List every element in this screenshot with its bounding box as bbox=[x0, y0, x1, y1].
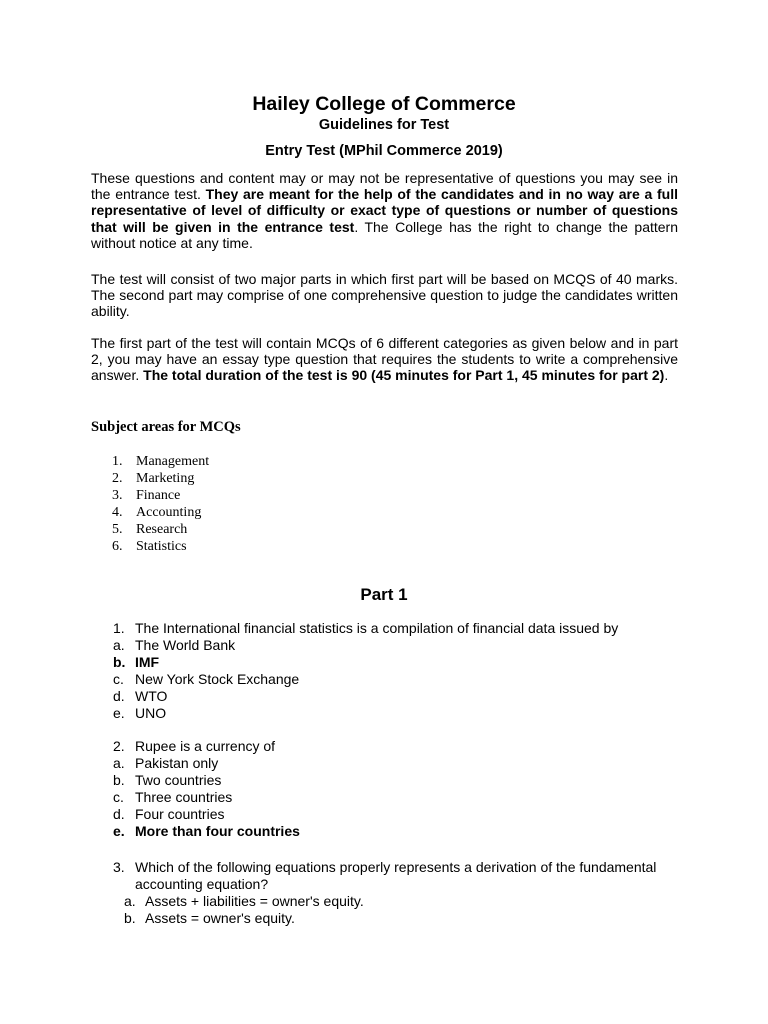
question-text: Which of the following equations properly represents a derivation of the fundamental accounting equation? bbox=[135, 859, 657, 892]
subject-label: Management bbox=[136, 454, 210, 469]
list-item bbox=[108, 470, 209, 487]
option-marker: e. bbox=[113, 823, 125, 839]
list-number: 5. bbox=[112, 522, 123, 538]
option-text: Assets = owner's equity. bbox=[145, 910, 295, 926]
part-1-heading: Part 1 bbox=[360, 585, 408, 604]
list-item bbox=[108, 504, 209, 521]
option-text: Two countries bbox=[135, 772, 222, 788]
answer-option bbox=[110, 755, 690, 772]
subject-label: Research bbox=[136, 522, 188, 538]
intro-p1-tail: . The College has the right to change the pattern without notice at any time. bbox=[91, 218, 678, 251]
answer-option bbox=[110, 806, 690, 823]
list-number: 2. bbox=[112, 471, 123, 487]
question-2 bbox=[110, 738, 690, 840]
subject-label: Accounting bbox=[136, 505, 202, 521]
subject-label: Marketing bbox=[136, 471, 195, 487]
intro-paragraph-1 bbox=[91, 170, 678, 251]
entry-test-heading: Entry Test (MPhil Commerce 2019) bbox=[265, 143, 503, 159]
answer-option bbox=[110, 910, 690, 927]
answer-option bbox=[110, 705, 690, 722]
option-marker: b. bbox=[124, 910, 136, 926]
option-text: Assets + liabilities = owner's equity. bbox=[145, 893, 364, 909]
document-subtitle: Guidelines for Test bbox=[318, 117, 450, 133]
intro-p3-text: The first part of the test will contain MCQs of 6 different categories as given below and in part 2, you may have an essay type question that requires the students to write a comprehensive answer. bbox=[91, 335, 678, 384]
question-number: 3. bbox=[113, 859, 125, 875]
list-item bbox=[108, 521, 209, 538]
intro-p3-tail: . bbox=[664, 367, 669, 384]
option-text: UNO bbox=[135, 705, 167, 721]
answer-option bbox=[110, 789, 690, 806]
option-marker: d. bbox=[113, 688, 125, 704]
option-marker: b. bbox=[113, 654, 126, 670]
option-marker: a. bbox=[124, 893, 136, 909]
subject-label: Finance bbox=[136, 488, 181, 504]
answer-option bbox=[110, 671, 690, 688]
answer-option bbox=[110, 772, 690, 789]
question-3 bbox=[110, 859, 690, 927]
option-marker: e. bbox=[113, 705, 125, 721]
option-text: Pakistan only bbox=[135, 755, 219, 771]
question-stem bbox=[110, 738, 690, 755]
answer-option-correct bbox=[110, 654, 690, 671]
question-number: 2. bbox=[113, 738, 125, 754]
answer-option bbox=[110, 688, 690, 705]
option-marker: a. bbox=[113, 637, 125, 653]
option-text: Three countries bbox=[135, 789, 233, 805]
list-item bbox=[108, 487, 209, 504]
subject-areas-heading: Subject areas for MCQs bbox=[91, 419, 241, 435]
option-text: Four countries bbox=[135, 806, 225, 822]
option-text: The World Bank bbox=[135, 637, 236, 653]
option-text: More than four countries bbox=[135, 823, 300, 839]
intro-paragraph-2: The test will consist of two major parts in which first part will be based on MCQS of 40 marks. The second part may comprise of one comprehensive question to judge the candidates written ability. bbox=[91, 271, 678, 320]
question-text: The International financial statistics is a compilation of financial data issued by bbox=[135, 620, 619, 636]
subject-label: Statistics bbox=[136, 539, 187, 555]
question-1 bbox=[110, 620, 690, 722]
answer-option-correct bbox=[110, 823, 690, 840]
option-marker: b. bbox=[113, 772, 125, 788]
list-number: 3. bbox=[112, 488, 123, 504]
option-marker: c. bbox=[113, 789, 124, 805]
document-title: Hailey College of Commerce bbox=[252, 93, 516, 115]
subject-areas-list bbox=[108, 453, 209, 556]
question-text: Rupee is a currency of bbox=[135, 738, 276, 754]
intro-p1-text: These questions and content may or may not be representative of questions you may see in the entrance test. bbox=[91, 170, 678, 203]
list-item bbox=[108, 453, 209, 470]
list-number: 4. bbox=[112, 505, 123, 521]
question-stem bbox=[110, 620, 690, 637]
option-text: New York Stock Exchange bbox=[135, 671, 300, 687]
option-text: WTO bbox=[135, 688, 168, 704]
option-marker: a. bbox=[113, 755, 125, 771]
list-number: 6. bbox=[112, 539, 123, 555]
intro-paragraph-3 bbox=[91, 335, 678, 384]
option-marker: d. bbox=[113, 806, 125, 822]
list-item bbox=[108, 538, 209, 555]
answer-option bbox=[110, 637, 690, 654]
option-marker: c. bbox=[113, 671, 124, 687]
intro-p3-bold: The total duration of the test is 90 (45 minutes for Part 1, 45 minutes for part 2) bbox=[143, 367, 665, 384]
question-number: 1. bbox=[113, 620, 125, 636]
intro-p1-bold: They are meant for the help of the candidates and in no way are a full representative of level of difficulty or exact type of questions or number of questions that will be given in the entrance test bbox=[91, 186, 679, 235]
answer-option bbox=[110, 893, 690, 910]
question-stem bbox=[110, 859, 690, 893]
list-number: 1. bbox=[112, 454, 123, 469]
option-text: IMF bbox=[135, 654, 160, 670]
